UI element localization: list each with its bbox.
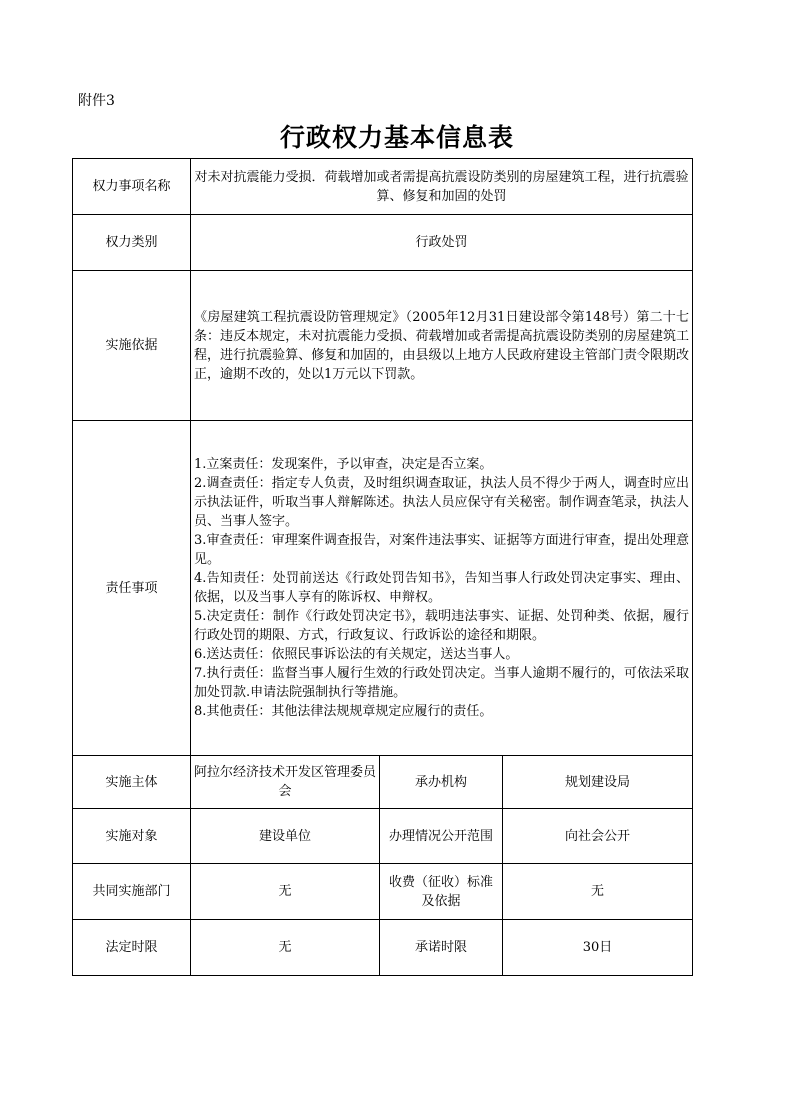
responsibilities-label: 责任事项 <box>73 421 191 756</box>
responsibility-item: 1.立案责任：发现案件，予以审查，决定是否立案。 <box>194 457 493 472</box>
joint-departments-value: 无 <box>191 864 380 920</box>
implementing-body-label: 实施主体 <box>73 756 191 809</box>
responsibility-item: 6.送达责任：依照民事诉讼法的有关规定，送达当事人。 <box>194 647 519 662</box>
row-joint-departments <box>73 864 693 920</box>
attachment-number: 附件3 <box>78 93 115 109</box>
target-label: 实施对象 <box>73 809 191 864</box>
row-power-name <box>73 159 693 215</box>
power-category-value: 行政处罚 <box>191 215 693 271</box>
row-legal-basis <box>73 271 693 421</box>
handling-agency-label: 承办机构 <box>380 756 503 809</box>
responsibility-item: 2.调查责任：指定专人负责，及时组织调查取证，执法人员不得少于两人，调查时应出示执法证件，听取当事人辩解陈述。执法人员应保守有关秘密。制作调查笔录，执法人员、当事人签字。 <box>194 476 690 529</box>
power-name-value: 对未对抗震能力受损．荷载增加或者需提高抗震设防类别的房屋建筑工程，进行抗震验算、修复和加固的处罚 <box>191 159 693 215</box>
responsibility-item: 3.审查责任：审理案件调查报告，对案件违法事实、证据等方面进行审查，提出处理意见。 <box>194 533 690 567</box>
power-category-label: 权力类别 <box>73 215 191 271</box>
row-time-limits <box>73 920 693 976</box>
joint-departments-label: 共同实施部门 <box>73 864 191 920</box>
target-value: 建设单位 <box>191 809 380 864</box>
responsibility-item: 4.告知责任：处罚前送达《行政处罚告知书》，告知当事人行政处罚决定事实、理由、依据，以及当事人享有的陈诉权、申辩权。 <box>194 571 690 605</box>
legal-basis-label: 实施依据 <box>73 271 191 421</box>
fee-standard-label: 收费（征收）标准及依据 <box>380 864 503 920</box>
promised-time-limit-value: 30日 <box>503 920 693 976</box>
handling-agency-value: 规划建设局 <box>503 756 693 809</box>
power-name-label: 权力事项名称 <box>73 159 191 215</box>
legal-basis-value: 《房屋建筑工程抗震设防管理规定》（2005年12月31日建设部令第148号）第二十七条：违反本规定，未对抗震能力受损、荷载增加或者需提高抗震设防类别的房屋建筑工程，进行抗震验算、修复和加固的，由县级以上地方人民政府建设主管部门责令限期改正，逾期不改的，处以1万元以下罚款。 <box>191 271 693 421</box>
promised-time-limit-label: 承诺时限 <box>380 920 503 976</box>
disclosure-scope-value: 向社会公开 <box>503 809 693 864</box>
responsibility-item: 8.其他责任：其他法律法规规章规定应履行的责任。 <box>194 704 493 719</box>
row-target <box>73 809 693 864</box>
info-table <box>72 158 693 976</box>
row-power-category <box>73 215 693 271</box>
page-title: 行政权力基本信息表 <box>279 123 514 152</box>
row-responsibilities <box>73 421 693 756</box>
responsibility-item: 7.执行责任：监督当事人履行生效的行政处罚决定。当事人逾期不履行的，可依法采取加处罚款.申请法院强制执行等措施。 <box>194 666 690 700</box>
fee-standard-value: 无 <box>503 864 693 920</box>
disclosure-scope-label: 办理情况公开范围 <box>380 809 503 864</box>
responsibility-item: 5.决定责任：制作《行政处罚决定书》，载明违法事实、证据、处罚种类、依据，履行行政处罚的期限、方式，行政复议、行政诉讼的途径和期限。 <box>194 609 690 643</box>
legal-time-limit-value: 无 <box>191 920 380 976</box>
implementing-body-value: 阿拉尔经济技术开发区管理委员会 <box>191 756 380 809</box>
row-implementing-body <box>73 756 693 809</box>
responsibilities-list <box>191 421 693 756</box>
legal-time-limit-label: 法定时限 <box>73 920 191 976</box>
